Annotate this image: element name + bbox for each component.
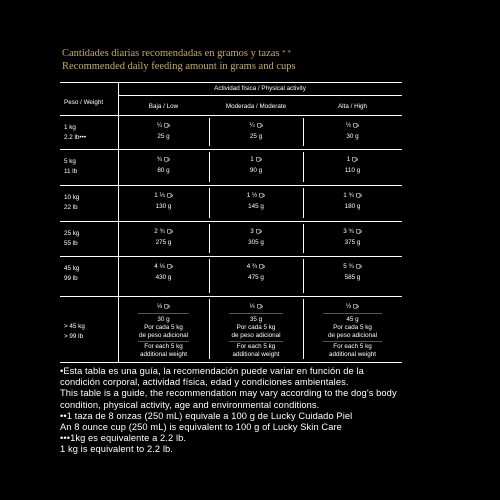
title-spanish-text: Cantidades diarias recomendadas en gramos y tazas: [62, 48, 280, 59]
cup-amount-value: 1 ¾: [343, 192, 354, 199]
per-5kg-english: For each 5 kg: [333, 343, 372, 350]
weight-lb: > 99 lb: [64, 333, 84, 340]
cell-inner-rule: [229, 341, 283, 342]
cell-inner-rule: [138, 313, 189, 314]
row-rule: [60, 149, 402, 150]
cup-amount: [209, 303, 303, 311]
note-line: condición corporal, actividad física, edad y condiciones ambientales.: [60, 377, 349, 388]
weight-kg: 1 kg: [64, 124, 76, 131]
title-block: [62, 47, 402, 73]
cup-amount-value: ½: [345, 122, 352, 129]
weight-header: Peso / Weight: [64, 99, 104, 106]
cup-icon: [256, 229, 262, 234]
cup-amount: [118, 303, 209, 311]
table-top-rule: [60, 82, 402, 83]
cup-amount-value: ⅓: [249, 303, 255, 310]
note-line: condition, physical activity, age and environmental conditions.: [60, 399, 320, 410]
cup-amount-value: 3: [250, 228, 254, 235]
grams-amount: 90 g: [249, 167, 263, 174]
cell-inner-rule: [138, 341, 189, 342]
cup-amount: [118, 122, 209, 130]
cup-amount-value: 1 ½: [246, 192, 258, 199]
cup-icon: [259, 264, 265, 269]
cup-amount: [209, 156, 303, 164]
grams-amount: 25 g: [249, 133, 263, 140]
per-5kg-english: additional weight: [140, 351, 187, 358]
cup-icon: [167, 193, 173, 198]
cup-amount-value: 4 ¾: [246, 263, 258, 270]
row-rule: [60, 296, 402, 297]
cup-icon: [353, 304, 359, 309]
cup-amount-value: 5 ¾: [343, 263, 354, 270]
cup-icon: [356, 193, 362, 198]
title-spanish: [62, 47, 402, 60]
cup-amount: [303, 263, 402, 271]
note-line: ••1 taza de 8 onzas (250 mL) equivale a 100 g de Lucky Cuidado Piel: [60, 410, 353, 421]
activity-level-header: Moderada / Moderate: [225, 103, 287, 110]
table-bottom-rule: [60, 362, 402, 363]
cup-icon: [257, 123, 263, 128]
note-line: •Esta tabla es una guía, la recomendación puede variar en función de la: [60, 366, 364, 376]
per-5kg-english: For each 5 kg: [236, 343, 276, 350]
per-5kg-english: For each 5 kg: [144, 343, 183, 350]
cup-amount-value: ½: [345, 303, 352, 310]
per-5kg-spanish: Por cada 5 kg: [236, 324, 276, 331]
cup-icon: [167, 264, 173, 269]
cup-amount-value: ¼: [249, 122, 255, 129]
cup-amount: [118, 263, 209, 271]
activity-level-header: Baja / Low: [148, 103, 179, 110]
grams-amount: 30 g: [346, 133, 359, 140]
note-line: An 8 ounce cup (250 mL) is equivalent to 100 g of Lucky Skin Care: [60, 422, 342, 433]
grams-amount: 25 g: [157, 133, 170, 140]
cup-amount: [209, 192, 303, 200]
row-rule: [60, 256, 402, 257]
grams-amount: 375 g: [344, 239, 361, 246]
cup-amount-value: 4 ⅓: [154, 263, 165, 270]
row-rule: [60, 185, 402, 186]
cell-inner-rule: [323, 341, 382, 342]
note-line: •••1kg es equivalente a 2.2 lb.: [60, 433, 187, 444]
cell-inner-rule: [323, 313, 382, 314]
cup-icon: [256, 157, 262, 162]
per-5kg-spanish: Por cada 5 kg: [333, 324, 372, 331]
weight-lb: 55 lb: [64, 240, 78, 247]
footnotes: [60, 366, 490, 456]
cup-amount: [118, 156, 209, 164]
grams-amount: 305 g: [248, 239, 264, 246]
cup-amount: [209, 122, 303, 130]
cup-amount: [303, 228, 402, 236]
per-5kg-english: additional weight: [329, 351, 376, 358]
cup-amount: [303, 122, 402, 130]
cup-icon: [257, 304, 263, 309]
weight-kg: 5 kg: [64, 158, 76, 165]
title-footnote-marks: * *: [282, 49, 291, 57]
note-line: This table is a guide, the recommendation may vary according to the dog's body: [60, 388, 397, 399]
grams-amount: 275 g: [155, 239, 172, 246]
cup-icon: [164, 157, 170, 162]
cup-amount-value: 2 ¾: [154, 228, 165, 235]
weight-kg: 45 kg: [64, 265, 80, 272]
per-5kg-spanish: de peso adicional: [231, 332, 281, 339]
cup-amount-value: 1 ⅓: [154, 192, 165, 199]
activity-header: Actividad física / Physical activity: [214, 85, 306, 92]
per-5kg-english: additional weight: [232, 351, 280, 358]
header-bottom-rule: [60, 115, 402, 116]
cup-amount-value: ¼: [156, 122, 163, 129]
cup-amount: [118, 228, 209, 236]
cup-amount-value: ¾: [156, 156, 163, 163]
cup-amount: [209, 263, 303, 271]
cup-amount: [209, 228, 303, 236]
cup-amount: [303, 192, 402, 200]
per-5kg-spanish: de peso adicional: [138, 332, 188, 339]
weight-kg: 25 kg: [64, 230, 80, 237]
grams-amount: 130 g: [155, 203, 172, 210]
cup-icon: [356, 264, 362, 269]
grams-amount: 145 g: [248, 203, 264, 210]
weight-lb: 22 lb: [64, 204, 78, 211]
cup-icon: [167, 229, 173, 234]
note-line: 1 kg is equivalent to 2.2 lb.: [60, 444, 173, 455]
cup-amount-value: ⅓: [156, 303, 163, 310]
grams-amount: 180 g: [344, 203, 361, 210]
weight-kg: 10 kg: [64, 194, 80, 201]
cup-amount: [303, 156, 402, 164]
grams-amount: 30 g: [157, 316, 170, 323]
cup-icon: [356, 229, 362, 234]
per-5kg-spanish: Por cada 5 kg: [144, 324, 183, 331]
grams-amount: 80 g: [157, 167, 170, 174]
cup-amount: [118, 192, 209, 200]
cup-amount-value: 3 ¾: [343, 228, 354, 235]
activity-header-rule: [118, 95, 402, 96]
grams-amount: 475 g: [248, 274, 264, 281]
per-5kg-spanish: de peso adicional: [327, 332, 377, 339]
weight-lb: 99 lb: [64, 275, 78, 282]
activity-level-header: Alta / High: [337, 103, 368, 110]
cell-inner-rule: [229, 313, 283, 314]
cup-amount: [303, 303, 402, 311]
weight-lb: 2.2 lb•••: [64, 134, 87, 141]
cup-icon: [259, 193, 265, 198]
cup-amount-value: 1: [250, 156, 254, 163]
grams-amount: 110 g: [344, 167, 361, 174]
cup-icon: [164, 304, 170, 309]
grams-amount: 35 g: [249, 316, 263, 323]
title-english: Recommended daily feeding amount in grams and cups: [62, 61, 296, 72]
weight-kg: > 45 kg: [64, 323, 85, 330]
grams-amount: 45 g: [346, 316, 359, 323]
cup-icon: [164, 123, 170, 128]
grams-amount: 585 g: [344, 274, 361, 281]
weight-lb: 11 lb: [64, 168, 78, 175]
cup-icon: [352, 157, 358, 162]
cup-amount-value: 1: [346, 156, 351, 163]
grams-amount: 430 g: [155, 274, 172, 281]
row-rule: [60, 221, 402, 222]
cup-icon: [353, 123, 359, 128]
